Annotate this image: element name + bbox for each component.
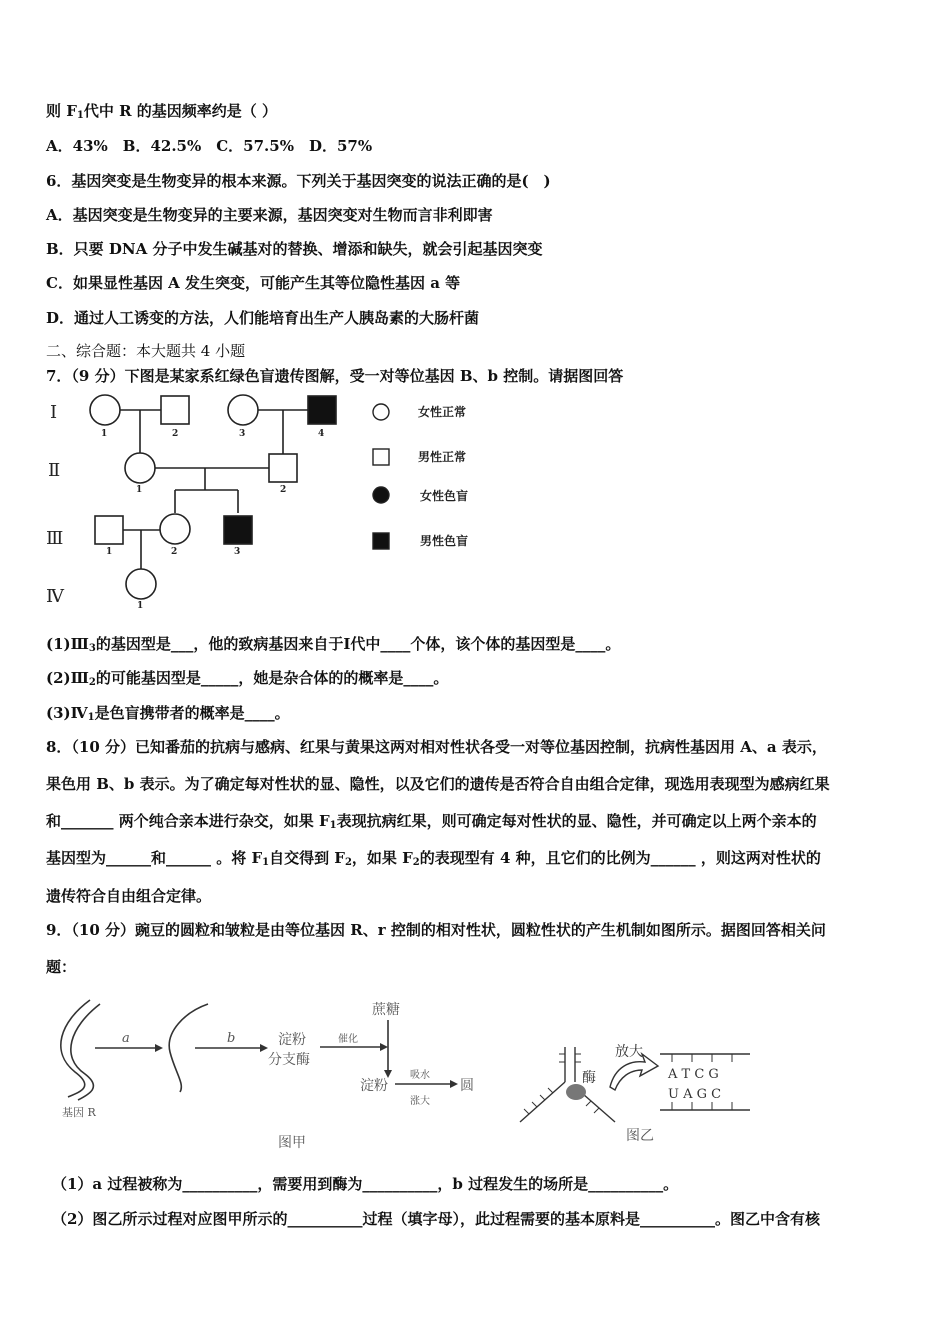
pedigree-iii2-female-normal <box>160 514 190 544</box>
i2-number: 2 <box>172 429 179 439</box>
label-magnify: 放大 <box>615 1044 643 1060</box>
pedigree-i4-male-colorblind <box>308 396 336 424</box>
label-catalyze: 催化 <box>338 1034 358 1045</box>
legend-male-normal-icon <box>373 449 389 465</box>
q6-option-c: C．如果显性基因 A 发生突变，可能产生其等位隐性基因 a 等 <box>46 274 461 292</box>
q6-option-d: D．通过人工诱变的方法，人们能培育出生产人胰岛素的大肠杆菌 <box>46 309 480 327</box>
label-starch-branching-1: 淀粉 <box>278 1032 306 1048</box>
q7-subq-3: $(3)Ⅳ_1$是色盲携带者的概率是____。 <box>46 704 290 723</box>
gen-label-1: Ⅰ <box>50 402 58 423</box>
pedigree-chart <box>40 388 500 618</box>
legend-label-male-colorblind: 男性色盲 <box>420 534 469 548</box>
gene-r-dna-strand <box>61 1000 90 1097</box>
q5-question-line: 则 $F_1$代中 R 的基因频率约是（ ） <box>46 102 277 121</box>
q7-stem: 7．（9 分）下图是某家系红绿色盲遗传图解，受一对等位基因 B、b 控制。请据图回答 <box>46 367 624 385</box>
dna-strand-left <box>520 1082 565 1122</box>
caption-fig-a: 图甲 <box>278 1135 306 1151</box>
iii1-number: 1 <box>106 547 113 557</box>
q8-line-2: 果色用 B、b 表示。为了确定每对性状的显、隐性，以及它们的遗传是否符合自由组合定律，现选用表现型为感病红果 <box>46 775 830 793</box>
q9-subq-2: （2）图乙所示过程对应图甲所示的__________过程（填字母），此过程需要的基本原料是__________。图乙中含有核 <box>52 1210 820 1228</box>
q8-line-1: 8．（10 分）已知番茄的抗病与感病、红果与黄果这两对相对性状各受一对等位基因控制，抗病性基因用 A、a 表示， <box>46 738 827 756</box>
q5-options: A．43% B．42.5% C．57.5% D．57% <box>46 137 373 155</box>
ii1-number: 1 <box>136 485 143 495</box>
q6-stem: 6．基因突变是生物变异的根本来源。下列关于基因突变的说法正确的是( ) <box>46 172 551 190</box>
i1-number: 1 <box>101 429 108 439</box>
rna-bases-row: U A G C <box>668 1087 722 1102</box>
iv1-number: 1 <box>137 601 144 611</box>
q8-line-4: 基因型为______和______ 。将 $F_1$自交得到 $F_2$，如果 $F_2$的表现型有 4 种，且它们的比例为______ ，则这两对性状的 <box>46 849 821 868</box>
ii2-number: 2 <box>280 485 287 495</box>
legend-male-colorblind-icon <box>373 533 389 549</box>
pedigree-iii3-male-colorblind <box>224 516 252 544</box>
q6-option-a: A．基因突变是生物变异的主要来源，基因突变对生物而言非利即害 <box>46 206 493 224</box>
label-process-b: b <box>227 1031 236 1046</box>
legend-label-male-normal: 男性正常 <box>418 450 467 464</box>
label-starch: 淀粉 <box>360 1078 388 1094</box>
q9-line-1: 9．（10 分）豌豆的圆粒和皱粒是由等位基因 R、r 控制的相对性状，圆粒性状的产生机制如图所示。据图回答相关问 <box>46 921 826 939</box>
pedigree-iv1-female-normal <box>126 569 156 599</box>
pedigree-i1-female-normal <box>90 395 120 425</box>
label-absorb-water: 吸水 <box>410 1070 430 1081</box>
label-gene-r: 基因 R <box>62 1106 96 1119</box>
gen-label-2: Ⅱ <box>48 460 61 481</box>
label-swell: 涨大 <box>410 1096 430 1107</box>
section-2-heading: 二、综合题：本大题共 4 小题 <box>46 342 246 360</box>
legend-label-female-colorblind: 女性色盲 <box>420 489 469 503</box>
legend-female-colorblind-icon <box>373 487 389 503</box>
q7-subq-2: $(2)Ⅲ_2$的可能基因型是_____，她是杂合体的的概率是____。 <box>46 669 449 688</box>
legend-label-female-normal: 女性正常 <box>418 405 467 419</box>
i3-number: 3 <box>239 429 246 439</box>
label-sucrose: 蔗糖 <box>372 1002 400 1018</box>
iii3-number: 3 <box>234 547 241 557</box>
rna-polymerase-enzyme <box>566 1084 586 1100</box>
label-round: 圆 <box>460 1078 474 1094</box>
pedigree-i2-male-normal <box>161 396 189 424</box>
q9-subq-1: （1）a 过程被称为__________，需要用到酶为__________，b 过程发生的场所是__________。 <box>52 1175 679 1193</box>
q9-line-2: 题： <box>46 958 77 976</box>
iii2-number: 2 <box>171 547 178 557</box>
caption-fig-b: 图乙 <box>626 1128 654 1144</box>
label-starch-branching-2: 分支酶 <box>268 1052 310 1068</box>
gen-label-3: Ⅲ <box>46 528 64 549</box>
q7-subq-1: $(1)Ⅲ_3$的基因型是___，他的致病基因来自于Ⅰ代中____个体，该个体的基因型是____。 <box>46 635 621 654</box>
pedigree-ii1-female-normal <box>125 453 155 483</box>
gen-label-4: Ⅳ <box>46 586 64 607</box>
q8-line-5: 遗传符合自由组合定律。 <box>46 887 212 905</box>
label-enzyme: 酶 <box>582 1070 596 1086</box>
q9-figure <box>50 992 760 1152</box>
pedigree-i3-female-normal <box>228 395 258 425</box>
dna-bases-row: A T C G <box>668 1067 719 1082</box>
q8-line-3: 和_______ 两个纯合亲本进行杂交，如果 $F_1$表现抗病红果，则可确定每对性状的显、隐性，并可确定以上两个亲本的 <box>46 812 817 831</box>
i4-number: 4 <box>318 429 325 439</box>
legend-female-normal-icon <box>373 404 389 420</box>
q6-option-b: B．只要 DNA 分子中发生碱基对的替换、增添和缺失，就会引起基因突变 <box>46 240 543 258</box>
pedigree-iii1-male-normal <box>95 516 123 544</box>
label-process-a: a <box>122 1031 130 1046</box>
pedigree-ii2-male-normal <box>269 454 297 482</box>
